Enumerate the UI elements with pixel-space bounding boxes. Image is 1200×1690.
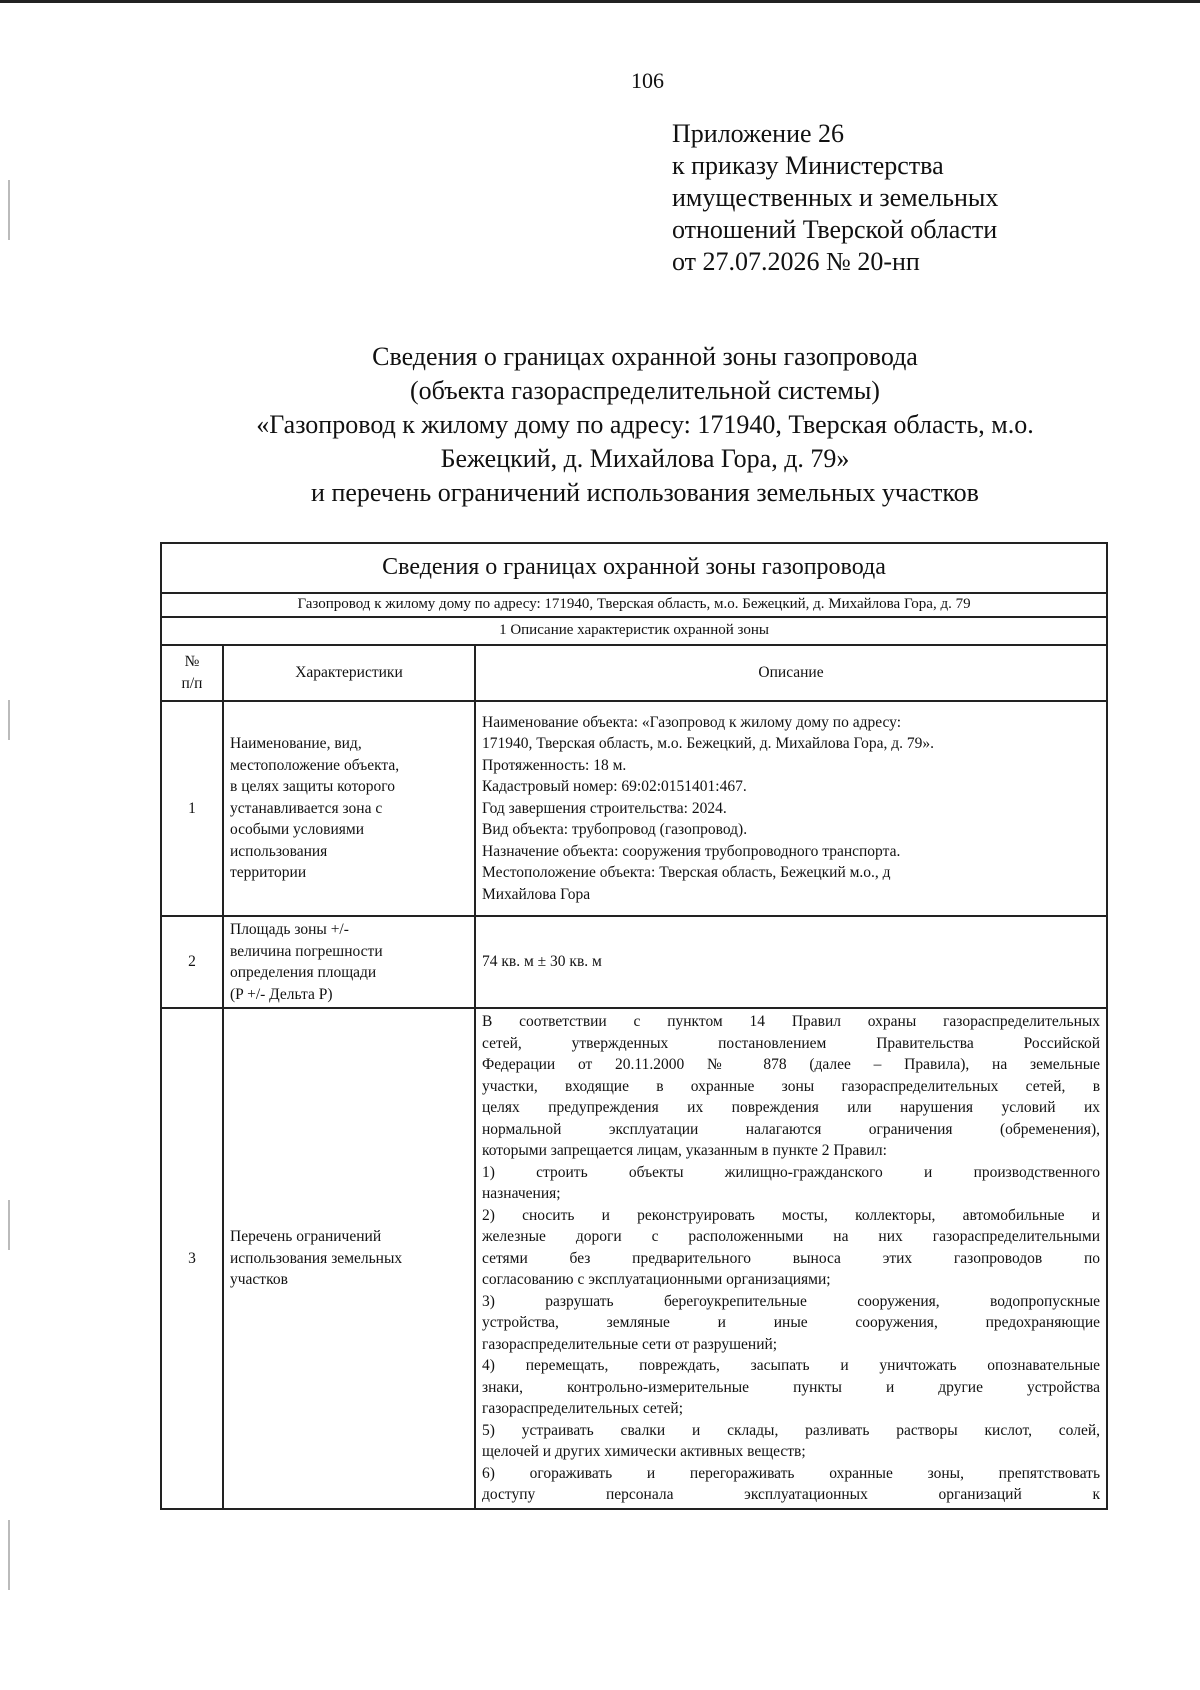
description-line: доступу персонала эксплуатационных организаций к [482, 1486, 1101, 1503]
row-number: 2 [161, 916, 223, 1008]
characteristic-line: Перечень ограничений [230, 1228, 382, 1245]
description-line: газораспределительные сети от разрушений; [482, 1335, 778, 1353]
description-line: Михайлова Гора [482, 885, 591, 903]
description-line: 2) сносить и реконструировать мосты, коллекторы, автомобильные и [482, 1206, 1101, 1224]
description-line: целях предупреждения их повреждения или нарушения условий их [482, 1099, 1101, 1116]
table-header-row [161, 645, 1107, 701]
scan-edge-mark [8, 1200, 10, 1250]
table-row [161, 701, 1107, 917]
table-section-title: 1 Описание характеристик охранной зоны [161, 617, 1107, 645]
title-line: и перечень ограничений использования земельных участков [311, 478, 979, 507]
description-line: согласованию с эксплуатационными организациями; [482, 1271, 831, 1288]
document-title [170, 340, 1120, 510]
row-number: 1 [161, 701, 223, 917]
description-line: В соответствии с пунктом 14 Правил охраны газораспределительных [482, 1013, 1101, 1030]
description-line: Кадастровый номер: 69:02:0151401:467. [482, 778, 747, 795]
description-line: Федерации от 20.11.2000 № 878 (далее – Правила), на земельные [482, 1056, 1101, 1073]
table-row [161, 916, 1107, 1008]
description-line: 1) строить объекты жилищно-гражданского и производственного [482, 1163, 1101, 1181]
title-line: (объекта газораспределительной системы) [410, 376, 880, 405]
description-line: участки, входящие в охранные зоны газораспределительных сетей, в [482, 1077, 1101, 1095]
row-number: 3 [161, 1008, 223, 1509]
description-line: газораспределительных сетей; [482, 1400, 684, 1417]
appendix-line: от 27.07.2026 № 20-нп [672, 247, 920, 276]
appendix-line: отношений Тверской области [672, 215, 998, 244]
description-line: железные дороги с расположенными на них газораспределительными [482, 1228, 1101, 1245]
description-line: сетями без предварительного выноса этих газопроводов по [482, 1249, 1101, 1267]
characteristic-line: величина погрешности [230, 942, 383, 960]
header-number: № п/п [161, 645, 223, 701]
characteristic-line: особыми условиями [230, 821, 365, 838]
description-line: 5) устраивать свалки и склады, разливать растворы кислот, солей, [482, 1421, 1101, 1439]
appendix-line: к приказу Министерства [672, 151, 944, 180]
title-line: Сведения о границах охранной зоны газопровода [372, 342, 918, 371]
row-characteristics [223, 701, 475, 917]
appendix-block [672, 118, 998, 278]
table-title: Сведения о границах охранной зоны газопровода [161, 543, 1107, 593]
description-line: нормальной эксплуатации налагаются ограничения (обременения), [482, 1120, 1101, 1138]
description-line: 4) перемещать, повреждать, засыпать и уничтожать опознавательные [482, 1357, 1101, 1374]
description-line: 74 кв. м ± 30 кв. м [482, 953, 602, 971]
characteristic-line: Площадь зоны +/- [230, 921, 349, 938]
characteristic-line: Наименование, вид, [230, 735, 362, 752]
description-line: 6) огораживать и перегораживать охранные зоны, препятствовать [482, 1464, 1101, 1482]
row-characteristics [223, 1008, 475, 1509]
row-description [475, 916, 1107, 1008]
description-line: Год завершения строительства: 2024. [482, 799, 727, 817]
protection-zone-table [160, 542, 1108, 1510]
description-line: Вид объекта: трубопровод (газопровод). [482, 821, 748, 838]
scan-top-border [0, 0, 1200, 3]
characteristic-line: (P +/- Дельта P) [230, 985, 333, 1003]
description-line: 171940, Тверская область, м.о. Бежецкий, д. Михайлова Гора, д. 79». [482, 735, 934, 752]
table-object-name: Газопровод к жилому дому по адресу: 171940, Тверская область, м.о. Бежецкий, д. Михайлова Гора, д. 79 [161, 593, 1107, 617]
header-characteristics: Характеристики [223, 645, 475, 701]
description-line: устройства, земляные и иные сооружения, предохраняющие [482, 1314, 1101, 1331]
characteristic-line: устанавливается зона с [230, 799, 383, 817]
description-line: знаки, контрольно-измерительные пункты и другие устройства [482, 1378, 1101, 1396]
description-line: 3) разрушать берегоукрепительные сооружения, водопропускные [482, 1292, 1101, 1310]
appendix-line: имущественных и земельных [672, 183, 999, 212]
header-description: Описание [475, 645, 1107, 701]
title-line: Бежецкий, д. Михайлова Гора, д. 79» [440, 444, 850, 473]
description-line: Наименование объекта: «Газопровод к жилому дому по адресу: [482, 713, 902, 731]
row-description [475, 701, 1107, 917]
characteristic-line: определения площади [230, 964, 377, 981]
table-row [161, 1008, 1107, 1509]
row-description [475, 1008, 1107, 1509]
page-number: 106 [631, 68, 664, 93]
description-line: Местоположение объекта: Тверская область, Бежецкий м.о., д [482, 864, 891, 881]
scan-edge-mark [8, 700, 10, 740]
description-line: назначения; [482, 1185, 561, 1202]
description-line: Протяженность: 18 м. [482, 756, 627, 774]
description-line: Назначение объекта: сооружения трубопроводного транспорта. [482, 842, 901, 860]
characteristic-line: в целях защиты которого [230, 778, 395, 795]
description-line: которыми запрещается лицам, указанным в пункте 2 Правил: [482, 1142, 887, 1159]
characteristic-line: использования земельных [230, 1249, 403, 1267]
appendix-line: Приложение 26 [672, 119, 845, 148]
characteristic-line: местоположение объекта, [230, 756, 400, 774]
characteristic-line: участков [230, 1271, 288, 1288]
characteristic-line: использования [230, 842, 328, 860]
scan-edge-mark [8, 1520, 10, 1590]
characteristic-line: территории [230, 864, 307, 881]
description-line: сетей, утвержденных постановлением Правительства Российской [482, 1034, 1101, 1052]
title-line: «Газопровод к жилому дому по адресу: 171940, Тверская область, м.о. [256, 410, 1034, 439]
row-characteristics [223, 916, 475, 1008]
scan-edge-mark [8, 180, 10, 240]
description-line: щелочей и других химически активных веществ; [482, 1443, 806, 1460]
